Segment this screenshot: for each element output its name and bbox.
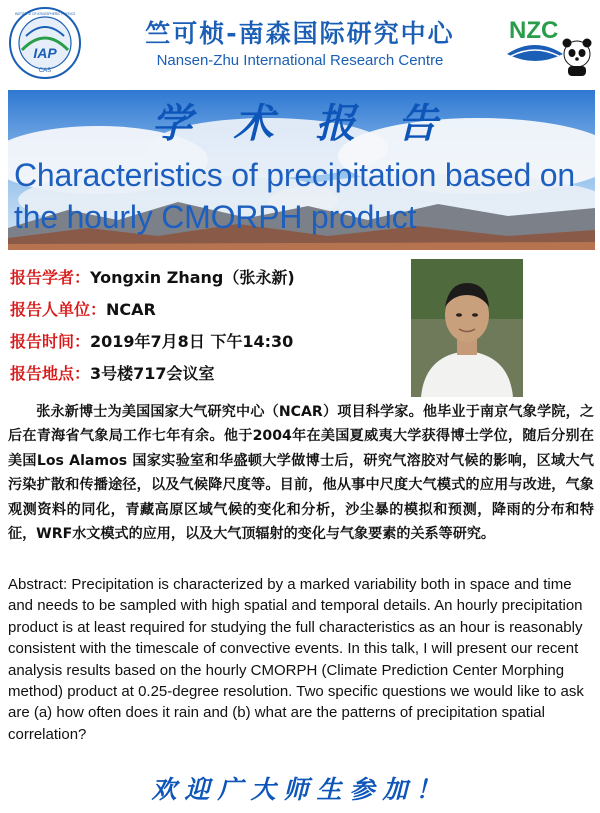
info-label: 报告人单位： xyxy=(10,300,107,319)
speaker-info xyxy=(10,262,400,390)
speaker-biography: 张永新博士为美国国家大气研究中心（NCAR）项目科学家。他毕业于南京气象学院，之后在青海省气象局工作七年有余。他于2004年在美国夏威夷大学获得博士学位，随后分别在美国Los Alamos 国家实验室和华盛顿大学做博士后，研究气溶胶对气候的影响，区域大气污染扩散和传播途径，以及气候降尺度等。目前，他从事中尺度大气模式的应用与改进，气象观测资料的同化，青藏高原区域气候的变化和分析，沙尘暴的模拟和预测，降雨的分布和特征，WRF水文模式的应用，以及大气顶辐射的变化与气象要素的关系等研究。 xyxy=(8,404,594,543)
iap-logo xyxy=(8,6,82,80)
banner xyxy=(8,90,595,250)
iap-logo-cas: CAS xyxy=(38,68,52,74)
info-value: Yongxin Zhang（张永新) xyxy=(90,268,295,287)
talk-title: Characteristics of precipitation based on the hourly CMORPH product xyxy=(14,157,575,235)
iap-logo-ring-text: INSTITUTE OF ATMOSPHERIC PHYSICS xyxy=(14,12,76,16)
info-label: 报告地点： xyxy=(10,364,91,383)
info-row-time xyxy=(10,326,400,358)
info-label: 报告学者： xyxy=(10,268,91,287)
info-row-location xyxy=(10,358,400,390)
info-label: 报告时间： xyxy=(10,332,91,351)
header xyxy=(0,0,600,86)
nzc-logo-text: NZC xyxy=(509,17,559,44)
nzc-logo xyxy=(505,10,595,78)
iap-logo-text: IAP xyxy=(33,45,57,61)
org-name-english: Nansen-Zhu International Research Centre xyxy=(156,52,444,69)
panda-icon xyxy=(563,39,592,77)
org-name-chinese: 竺可桢-南森国际研究中心 xyxy=(145,19,455,48)
speaker-photo xyxy=(411,259,523,397)
welcome-message: 欢迎广大师生参加！ xyxy=(151,775,449,804)
info-value: 3号楼717会议室 xyxy=(90,364,215,383)
lecture-heading: 学 术 报 告 xyxy=(151,100,452,147)
talk-abstract: Abstract: Precipitation is characterized by a marked variability both in space and time and needs to be sampled with high spatial and temporal details. An hourly precipitation product is at least required for studying the full characteristics as an hour is reasonably consistent with the timescale of convective events. In this talk, I will present our recent analysis results based on the hourly CMORPH (Climate Prediction Center Morphing method) product at 0.25-degree resolution. Two specific questions we would like to ask are (a) how often does it rain and (b) what are the patterns of precipitation spatial correlation? xyxy=(8,576,584,743)
info-row-speaker xyxy=(10,262,400,294)
info-value: 2019年7月8日 下午14:30 xyxy=(90,332,294,351)
info-value: NCAR xyxy=(106,300,156,319)
info-row-affiliation xyxy=(10,294,400,326)
